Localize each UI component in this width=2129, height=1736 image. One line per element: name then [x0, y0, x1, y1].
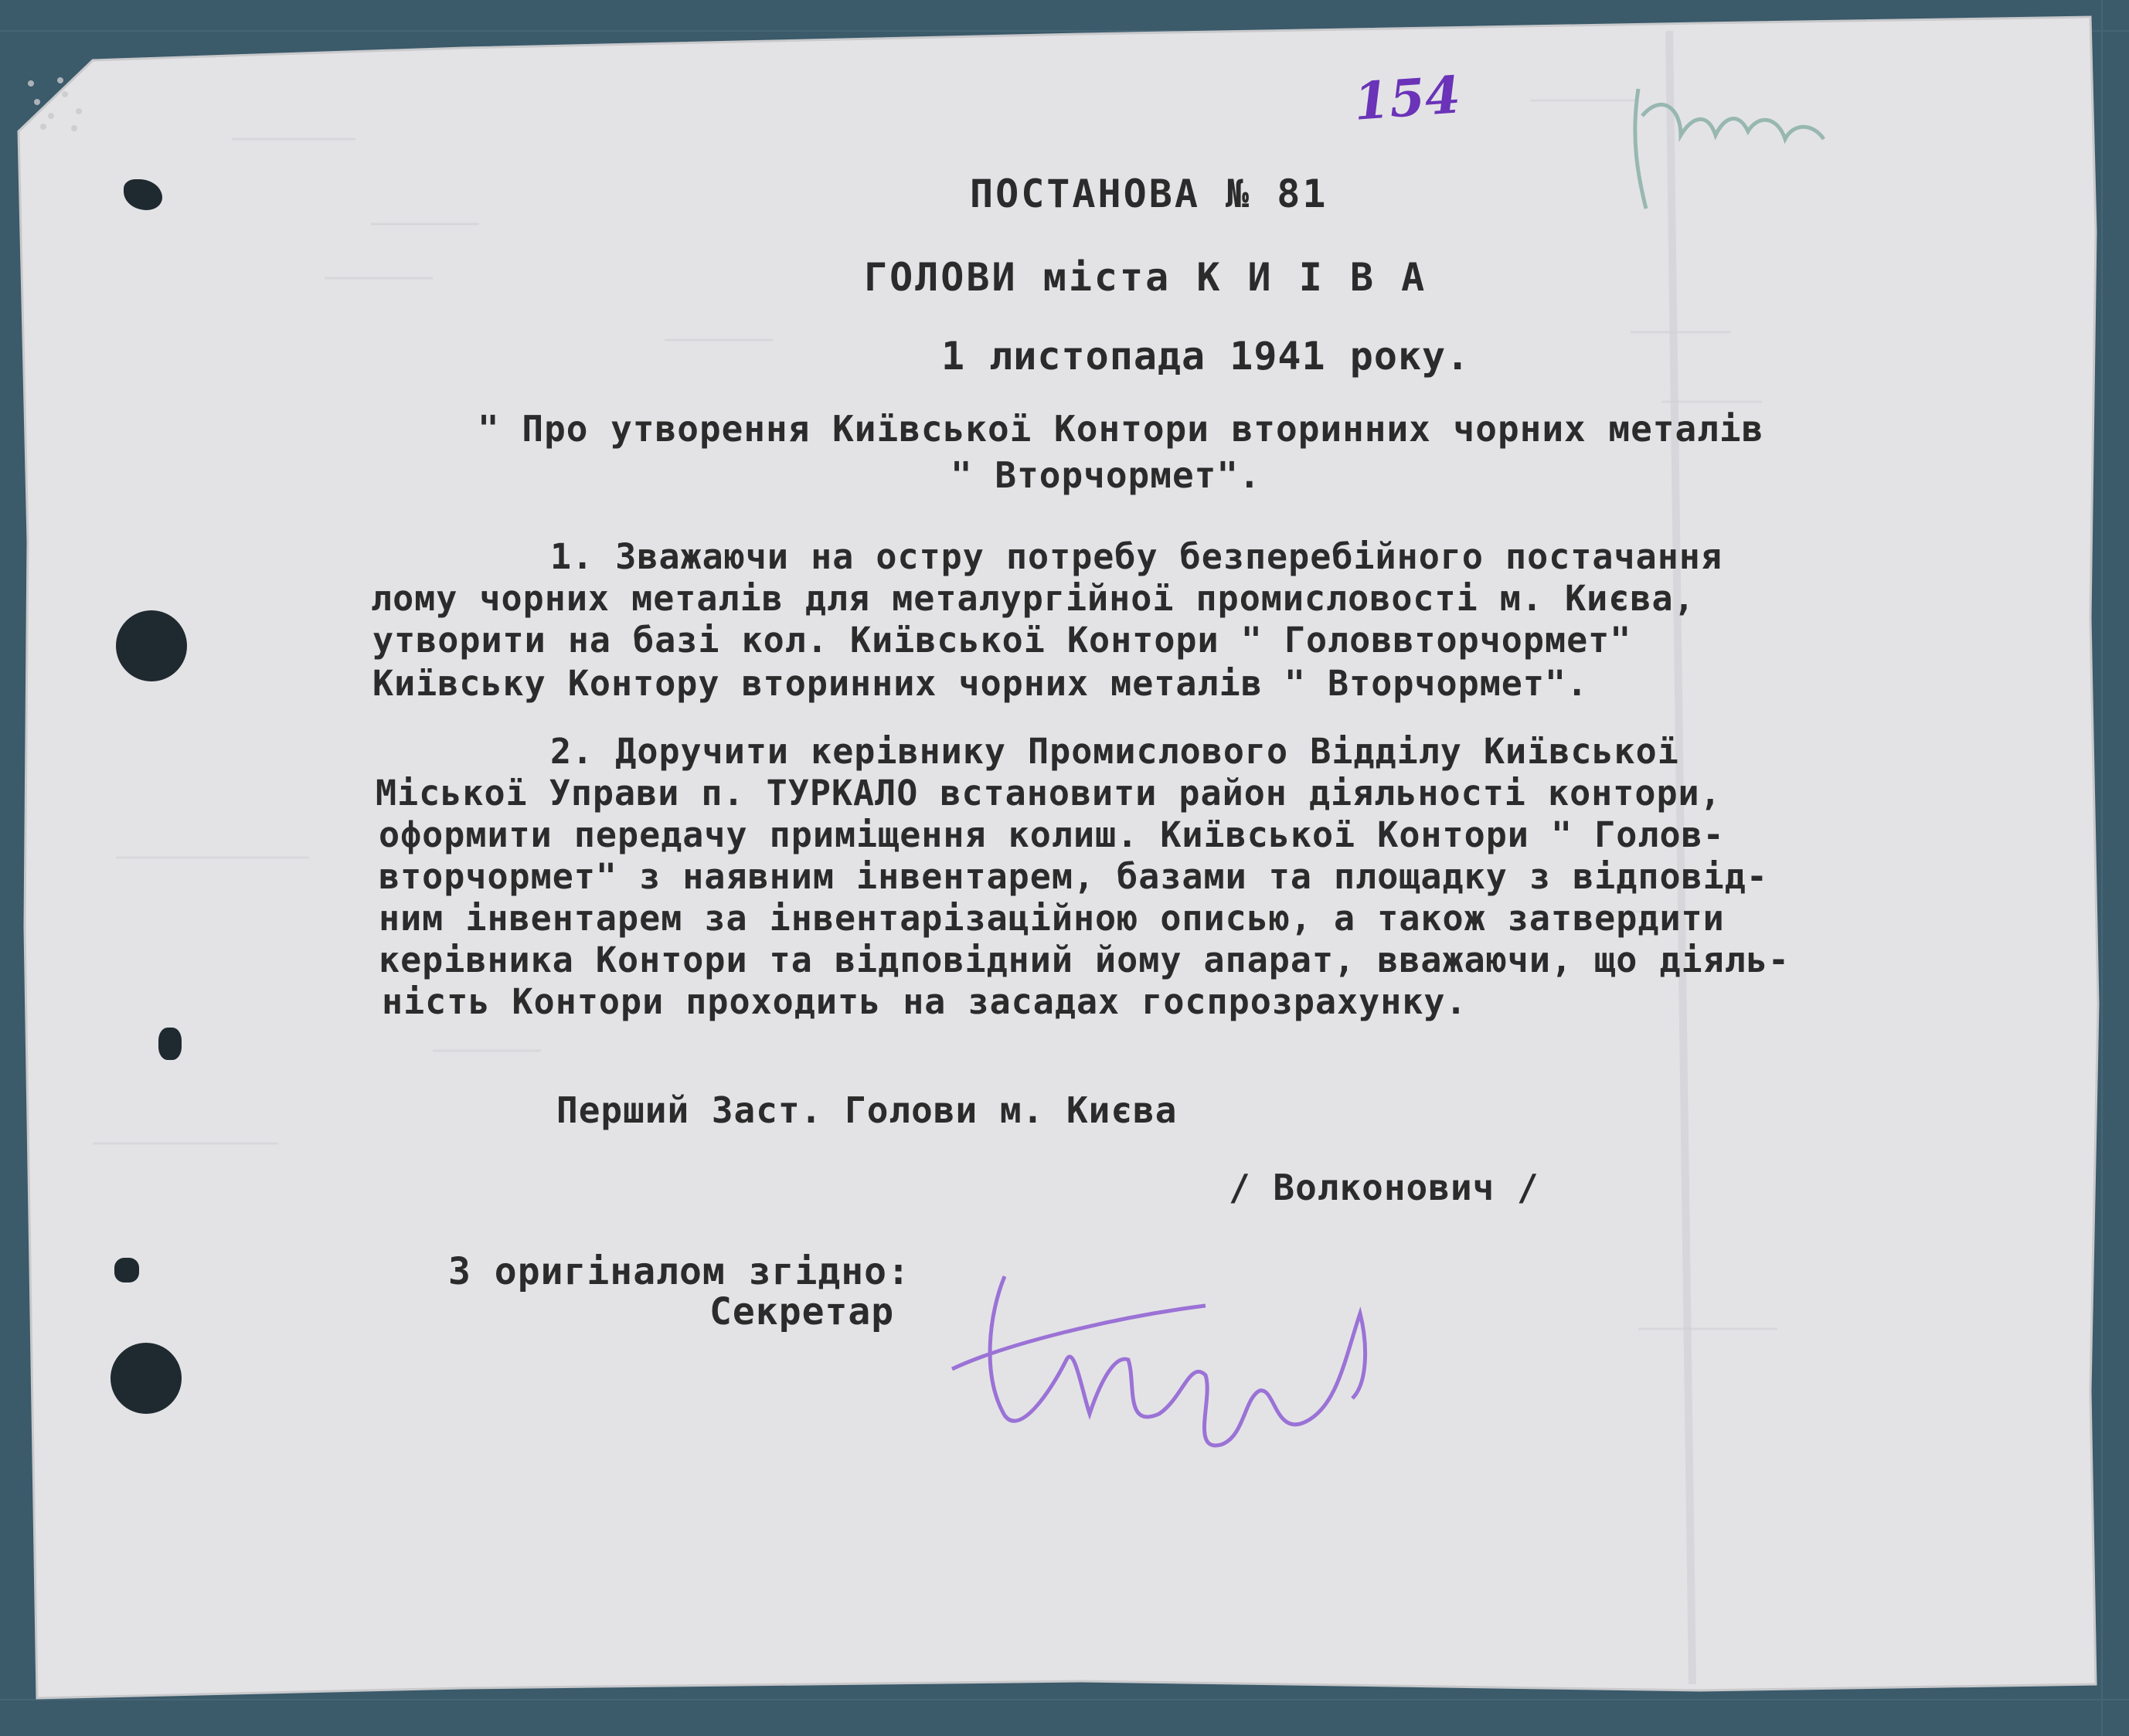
signatory-name: / Волконович / — [1229, 1167, 1539, 1208]
secretary-title: Секретар — [709, 1290, 895, 1333]
paragraph1-line-4: Київську Контору вторинних чорних металів " Вторчормет". — [372, 663, 1589, 704]
paragraph2-line-7: ність Контори проходить на засадах госпрозрахунку. — [382, 981, 1468, 1022]
subject-line-2: " Вторчормет". — [951, 454, 1261, 496]
document-date: 1 листопада 1941 року. — [941, 334, 1471, 379]
paragraph1-line-3: утворити на базі кол. Київської Контори " Головвторчормет" — [372, 620, 1632, 661]
document-issuer: ГОЛОВИ міста К И І В А — [864, 255, 1427, 300]
paragraph2-line-6: керівника Контори та відповідний йому апарат, вважаючи, що діяль- — [379, 939, 1790, 980]
paragraph2-line-3: оформити передачу приміщення колиш. Київської Контори " Голов- — [379, 814, 1725, 855]
document-title: ПОСТАНОВА № 81 — [970, 172, 1328, 216]
subject-line-1: " Про утворення Київської Контори вторинних чорних металів — [478, 408, 1764, 450]
paragraph1-line-1: 1. Зважаючи на остру потребу безперебійного постачання — [550, 536, 1723, 577]
paragraph1-line-2: лому чорних металів для металургійної промисловості м. Києва, — [371, 578, 1695, 619]
punch-hole-partial — [158, 1028, 182, 1060]
certification-note: З оригіналом згідно: — [448, 1250, 910, 1293]
paragraph2-line-5: ним інвентарем за інвентарізаційною описью, а також затвердити — [379, 898, 1725, 939]
paragraph2-line-2: Міської Управи п. ТУРКАЛО встановити район діяльності контори, — [376, 773, 1722, 814]
punch-hole-top — [116, 610, 187, 681]
paragraph2-line-4: вторчормет" з наявним інвентарем, базами та площадку з відповід- — [379, 856, 1768, 897]
paragraph2-line-1: 2. Доручити керівнику Промислового Відділу Київської — [550, 731, 1679, 772]
tear-mark-small — [114, 1258, 139, 1282]
archive-sheet-number: 154 — [1352, 64, 1463, 132]
punch-hole-bottom — [111, 1343, 182, 1414]
signatory-position: Перший Заст. Голови м. Києва — [556, 1089, 1178, 1131]
